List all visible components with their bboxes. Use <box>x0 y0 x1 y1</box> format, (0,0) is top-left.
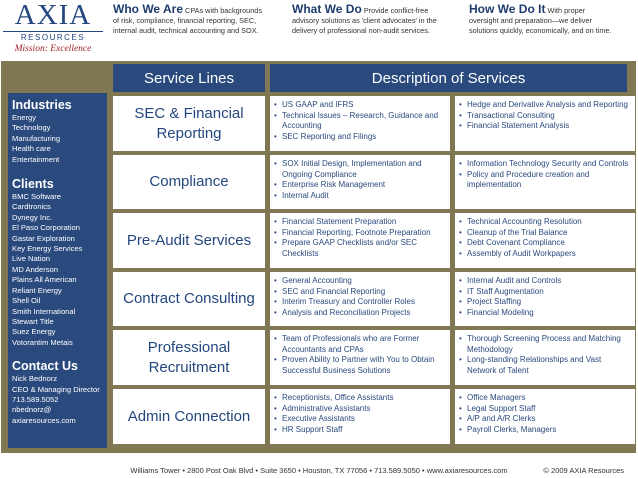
service-name: Compliance <box>149 173 229 190</box>
description-pre-audit-left <box>270 213 450 268</box>
description-item: • Technical Issues – Research, Guidance and Accounting <box>274 111 447 132</box>
description-item: • Interim Treasury and Controller Roles <box>274 297 447 308</box>
header-title: How We Do It <box>469 2 546 16</box>
client-item: Stewart Title <box>12 316 54 326</box>
industry-item: Manufacturing <box>12 133 61 143</box>
company-logo <box>3 2 103 54</box>
service-pre-audit <box>113 213 265 268</box>
contact-title: Contact Us <box>12 359 78 374</box>
client-item: Cardtronics <box>12 202 51 212</box>
header-line: delivery of professional non-audit services. <box>292 26 430 35</box>
description-item: • Proven Ability to Partner with You to Obtain Successful Business Solutions <box>274 355 447 376</box>
logo-tagline: Mission: Excellence <box>14 44 92 54</box>
description-item: • Internal Audit <box>274 191 447 202</box>
description-item: • SEC and Financial Reporting <box>274 287 447 298</box>
client-item: Reliant Energy <box>12 285 62 295</box>
contact-email-domain[interactable]: axiaresources.com <box>12 415 76 425</box>
header-title: Who We Are <box>113 2 184 16</box>
header-line: of risk, compliance, financial reporting, SEC, <box>113 16 257 25</box>
description-item: • Executive Assistants <box>274 414 447 425</box>
description-admin-right <box>455 389 635 444</box>
description-item: • Analysis and Reconciliation Projects <box>274 308 447 319</box>
description-item: • Debt Covenant Compliance <box>459 238 632 249</box>
header-line: oversight and preparation—we deliver <box>469 16 592 25</box>
description-item: • SOX Initial Design, Implementation and Ongoing Compliance <box>274 159 447 180</box>
description-item: • Financial Statement Analysis <box>459 121 632 132</box>
description-item: • Policy and Procedure creation and implementation <box>459 170 632 191</box>
client-item: Shell Oil <box>12 296 41 306</box>
description-sec-left <box>270 96 450 151</box>
description-contract-left <box>270 272 450 326</box>
service-name: Reporting <box>156 124 222 142</box>
description-item: • General Accounting <box>274 276 447 287</box>
contact-role: CEO & Managing Director <box>12 384 100 394</box>
client-item: Dynegy Inc. <box>12 212 53 222</box>
industry-item: Health care <box>12 144 51 154</box>
description-item: • SEC Reporting and Filings <box>274 132 447 143</box>
description-item: • Hedge and Derivative Analysis and Reporting <box>459 100 632 111</box>
description-item: • Office Managers <box>459 393 632 404</box>
description-item: • Receptionists, Office Assistants <box>274 393 447 404</box>
industry-item: Energy <box>12 113 37 122</box>
header-title: What We Do <box>292 2 362 16</box>
description-recruitment-right <box>455 330 635 385</box>
service-name: Recruitment <box>148 358 230 376</box>
service-lines-heading: Service Lines <box>113 64 265 92</box>
footer <box>0 466 638 475</box>
description-item: • Long-standing Relationships and Vast Network of Talent <box>459 355 632 376</box>
description-item: • Payroll Clerks, Managers <box>459 425 632 436</box>
description-item: • HR Support Staff <box>274 425 447 436</box>
service-professional-recruitment <box>113 330 265 385</box>
description-recruitment-left <box>270 330 450 385</box>
header-who-we-are <box>113 4 285 36</box>
description-item: • Transactional Consulting <box>459 111 632 122</box>
client-item: Votorantim Metais <box>12 337 73 347</box>
service-contract-consulting <box>113 272 265 326</box>
description-item: • Financial Modeling <box>459 308 632 319</box>
description-item: • Financial Reporting, Footnote Preparation <box>274 228 447 239</box>
service-sec-financial-reporting <box>113 96 265 151</box>
service-name: SEC & Financial <box>134 104 244 122</box>
sidebar <box>8 93 107 448</box>
client-item: MD Anderson <box>12 264 59 274</box>
description-compliance-right <box>455 155 635 209</box>
industry-item: Technology <box>12 123 51 133</box>
industry-item: Entertainment <box>12 154 60 164</box>
contact-name: Nick Bednorz <box>12 374 58 384</box>
header-how-we-do-it <box>469 4 635 36</box>
service-name: Pre-Audit Services <box>126 231 252 249</box>
contact-email-user[interactable]: nbednorz@ <box>12 405 52 415</box>
logo-subtitle: RESOURCES <box>3 31 103 42</box>
footer-copyright: © 2009 AXIA Resources <box>543 466 624 475</box>
description-item: • Administrative Assistants <box>274 404 447 415</box>
description-item: • Prepare GAAP Checklists and/or SEC Checklists <box>274 238 447 259</box>
description-item: • Team of Professionals who are Former Accountants and CPAs <box>274 334 447 355</box>
industries-title: Industries <box>12 98 72 112</box>
clients-title: Clients <box>12 177 54 192</box>
client-item: Smith International <box>12 306 76 316</box>
description-contract-right <box>455 272 635 326</box>
service-name: Admin Connection <box>127 407 251 425</box>
client-item: Suez Energy <box>12 327 56 337</box>
description-item: • A/P and A/R Clerks <box>459 414 632 425</box>
description-admin-left <box>270 389 450 444</box>
service-name: Professional <box>147 338 231 356</box>
header-lead: Provide conflict-free <box>363 6 429 15</box>
header-line: advisory solutions as 'client advocates' in the <box>292 16 437 25</box>
description-item: • Cleanup of the Trial Balance <box>459 228 632 239</box>
description-sec-right <box>455 96 635 151</box>
service-admin-connection <box>113 389 265 444</box>
description-heading: Description of Services <box>270 64 627 92</box>
header-line: solutions quickly, economically, and on time. <box>469 26 612 35</box>
description-item: • IT Staff Augmentation <box>459 287 632 298</box>
client-item: El Paso Corporation <box>12 223 80 233</box>
description-item: • Assembly of Audit Workpapers <box>459 249 632 260</box>
description-pre-audit-right <box>455 213 635 268</box>
description-item: • Internal Audit and Controls <box>459 276 632 287</box>
description-item: • Technical Accounting Resolution <box>459 217 632 228</box>
contact-phone[interactable]: 713.589.5052 <box>12 394 59 404</box>
client-item: Key Energy Services <box>12 244 83 254</box>
client-item: Gastar Exploration <box>12 233 75 243</box>
description-item: • Enterprise Risk Management <box>274 180 447 191</box>
description-item: • US GAAP and IFRS <box>274 100 447 111</box>
client-item: BMC Software <box>12 192 61 202</box>
header-lead: CPAs with backgrounds <box>185 6 262 15</box>
description-item: • Legal Support Staff <box>459 404 632 415</box>
description-compliance-left <box>270 155 450 209</box>
description-item: • Project Staffing <box>459 297 632 308</box>
header-what-we-do <box>292 4 464 36</box>
service-compliance <box>113 155 265 209</box>
header-line: internal audit, technical accounting and SOX. <box>113 26 259 35</box>
logo-name: AXIA <box>14 0 92 31</box>
service-name: Contract Consulting <box>123 290 255 307</box>
description-item: • Thorough Screening Process and Matching Methodology <box>459 334 632 355</box>
description-item: • Information Technology Security and Controls <box>459 159 632 170</box>
description-item: • Financial Statement Preparation <box>274 217 447 228</box>
client-item: Live Nation <box>12 254 50 264</box>
client-item: Plains All American <box>12 275 77 285</box>
header-lead: With proper <box>547 6 586 15</box>
footer-address: Williams Tower • 2800 Post Oak Blvd • Suite 3650 • Houston, TX 77056 • 713.589.5050 • www.axiaresources.com <box>130 466 508 475</box>
